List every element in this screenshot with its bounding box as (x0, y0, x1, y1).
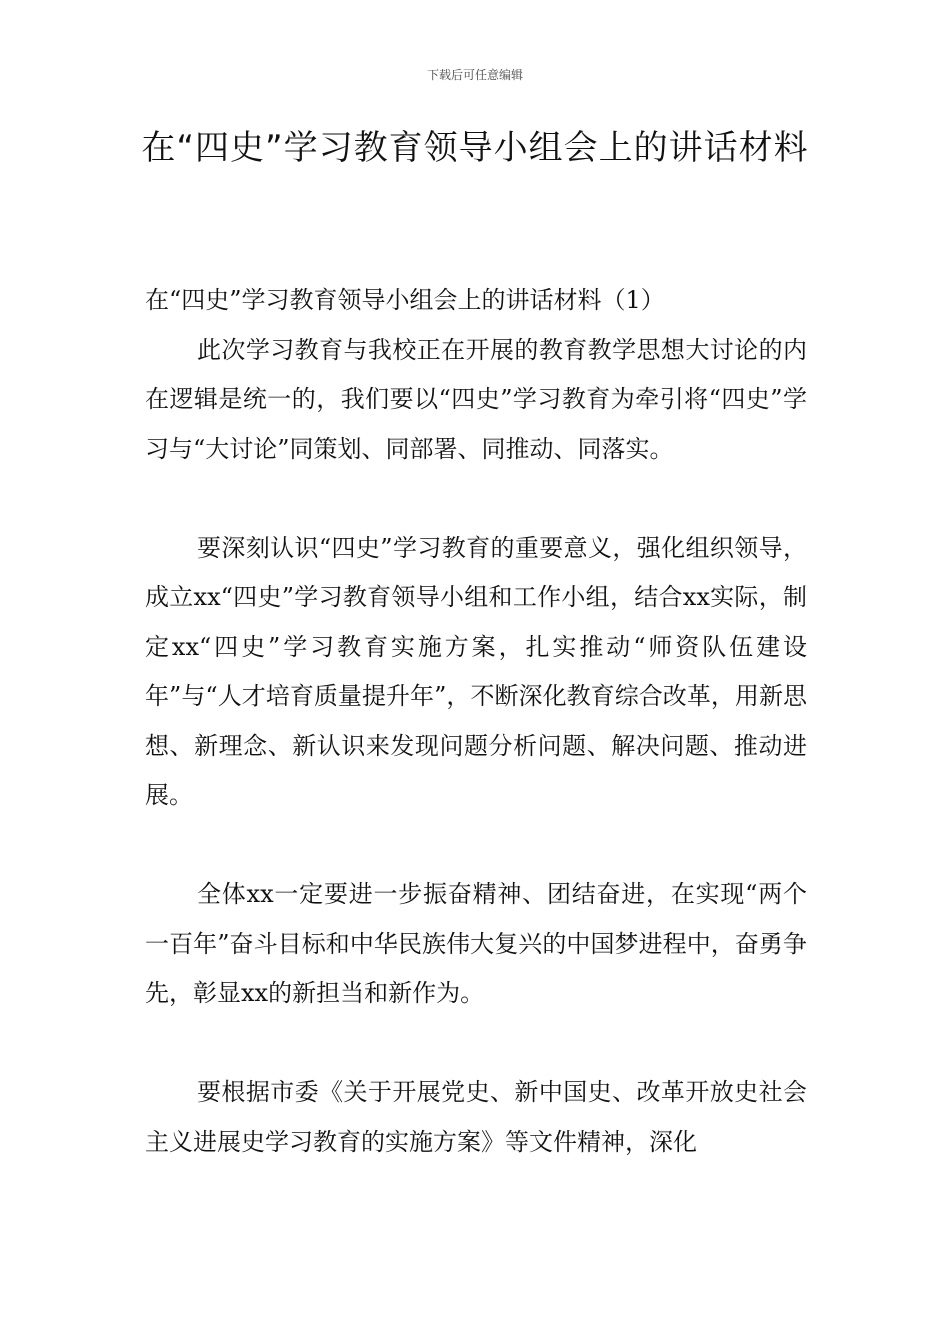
section-subtitle: 在“四史”学习教育领导小组会上的讲话材料（1） (145, 286, 665, 314)
paragraph-1: 此次学习教育与我校正在开展的教育教学思想大讨论的内在逻辑是统一的，我们要以“四史”学习教育为牵引将“四史”学习与“大讨论”同策划、同部署、同推动、同落实。 (145, 335, 807, 463)
document-title: 在“四史”学习教育领导小组会上的讲话材料 (141, 128, 809, 168)
document-body (145, 276, 807, 1167)
paragraph-2: 要深刻认识“四史”学习教育的重要意义，强化组织领导，成立xx“四史”学习教育领导小组和工作小组，结合xx实际，制定xx“四史”学习教育实施方案，扎实推动“师资队伍建设年”与“人才培育质量提升年”，不断深化教育综合改革，用新思想、新理念、新认识来发现问题分析问题、解决问题、推动进展。 (145, 533, 807, 809)
header-note: 下载后可任意编辑 (426, 68, 523, 82)
paragraph-3: 全体xx一定要进一步振奋精神、团结奋进，在实现“两个一百年”奋斗目标和中华民族伟大复兴的中国梦进程中，奋勇争先，彰显xx的新担当和新作为。 (145, 880, 807, 1007)
paragraph-4: 要根据市委《关于开展党史、新中国史、改革开放史社会主义进展史学习教育的实施方案》等文件精神，深化 (145, 1078, 807, 1156)
